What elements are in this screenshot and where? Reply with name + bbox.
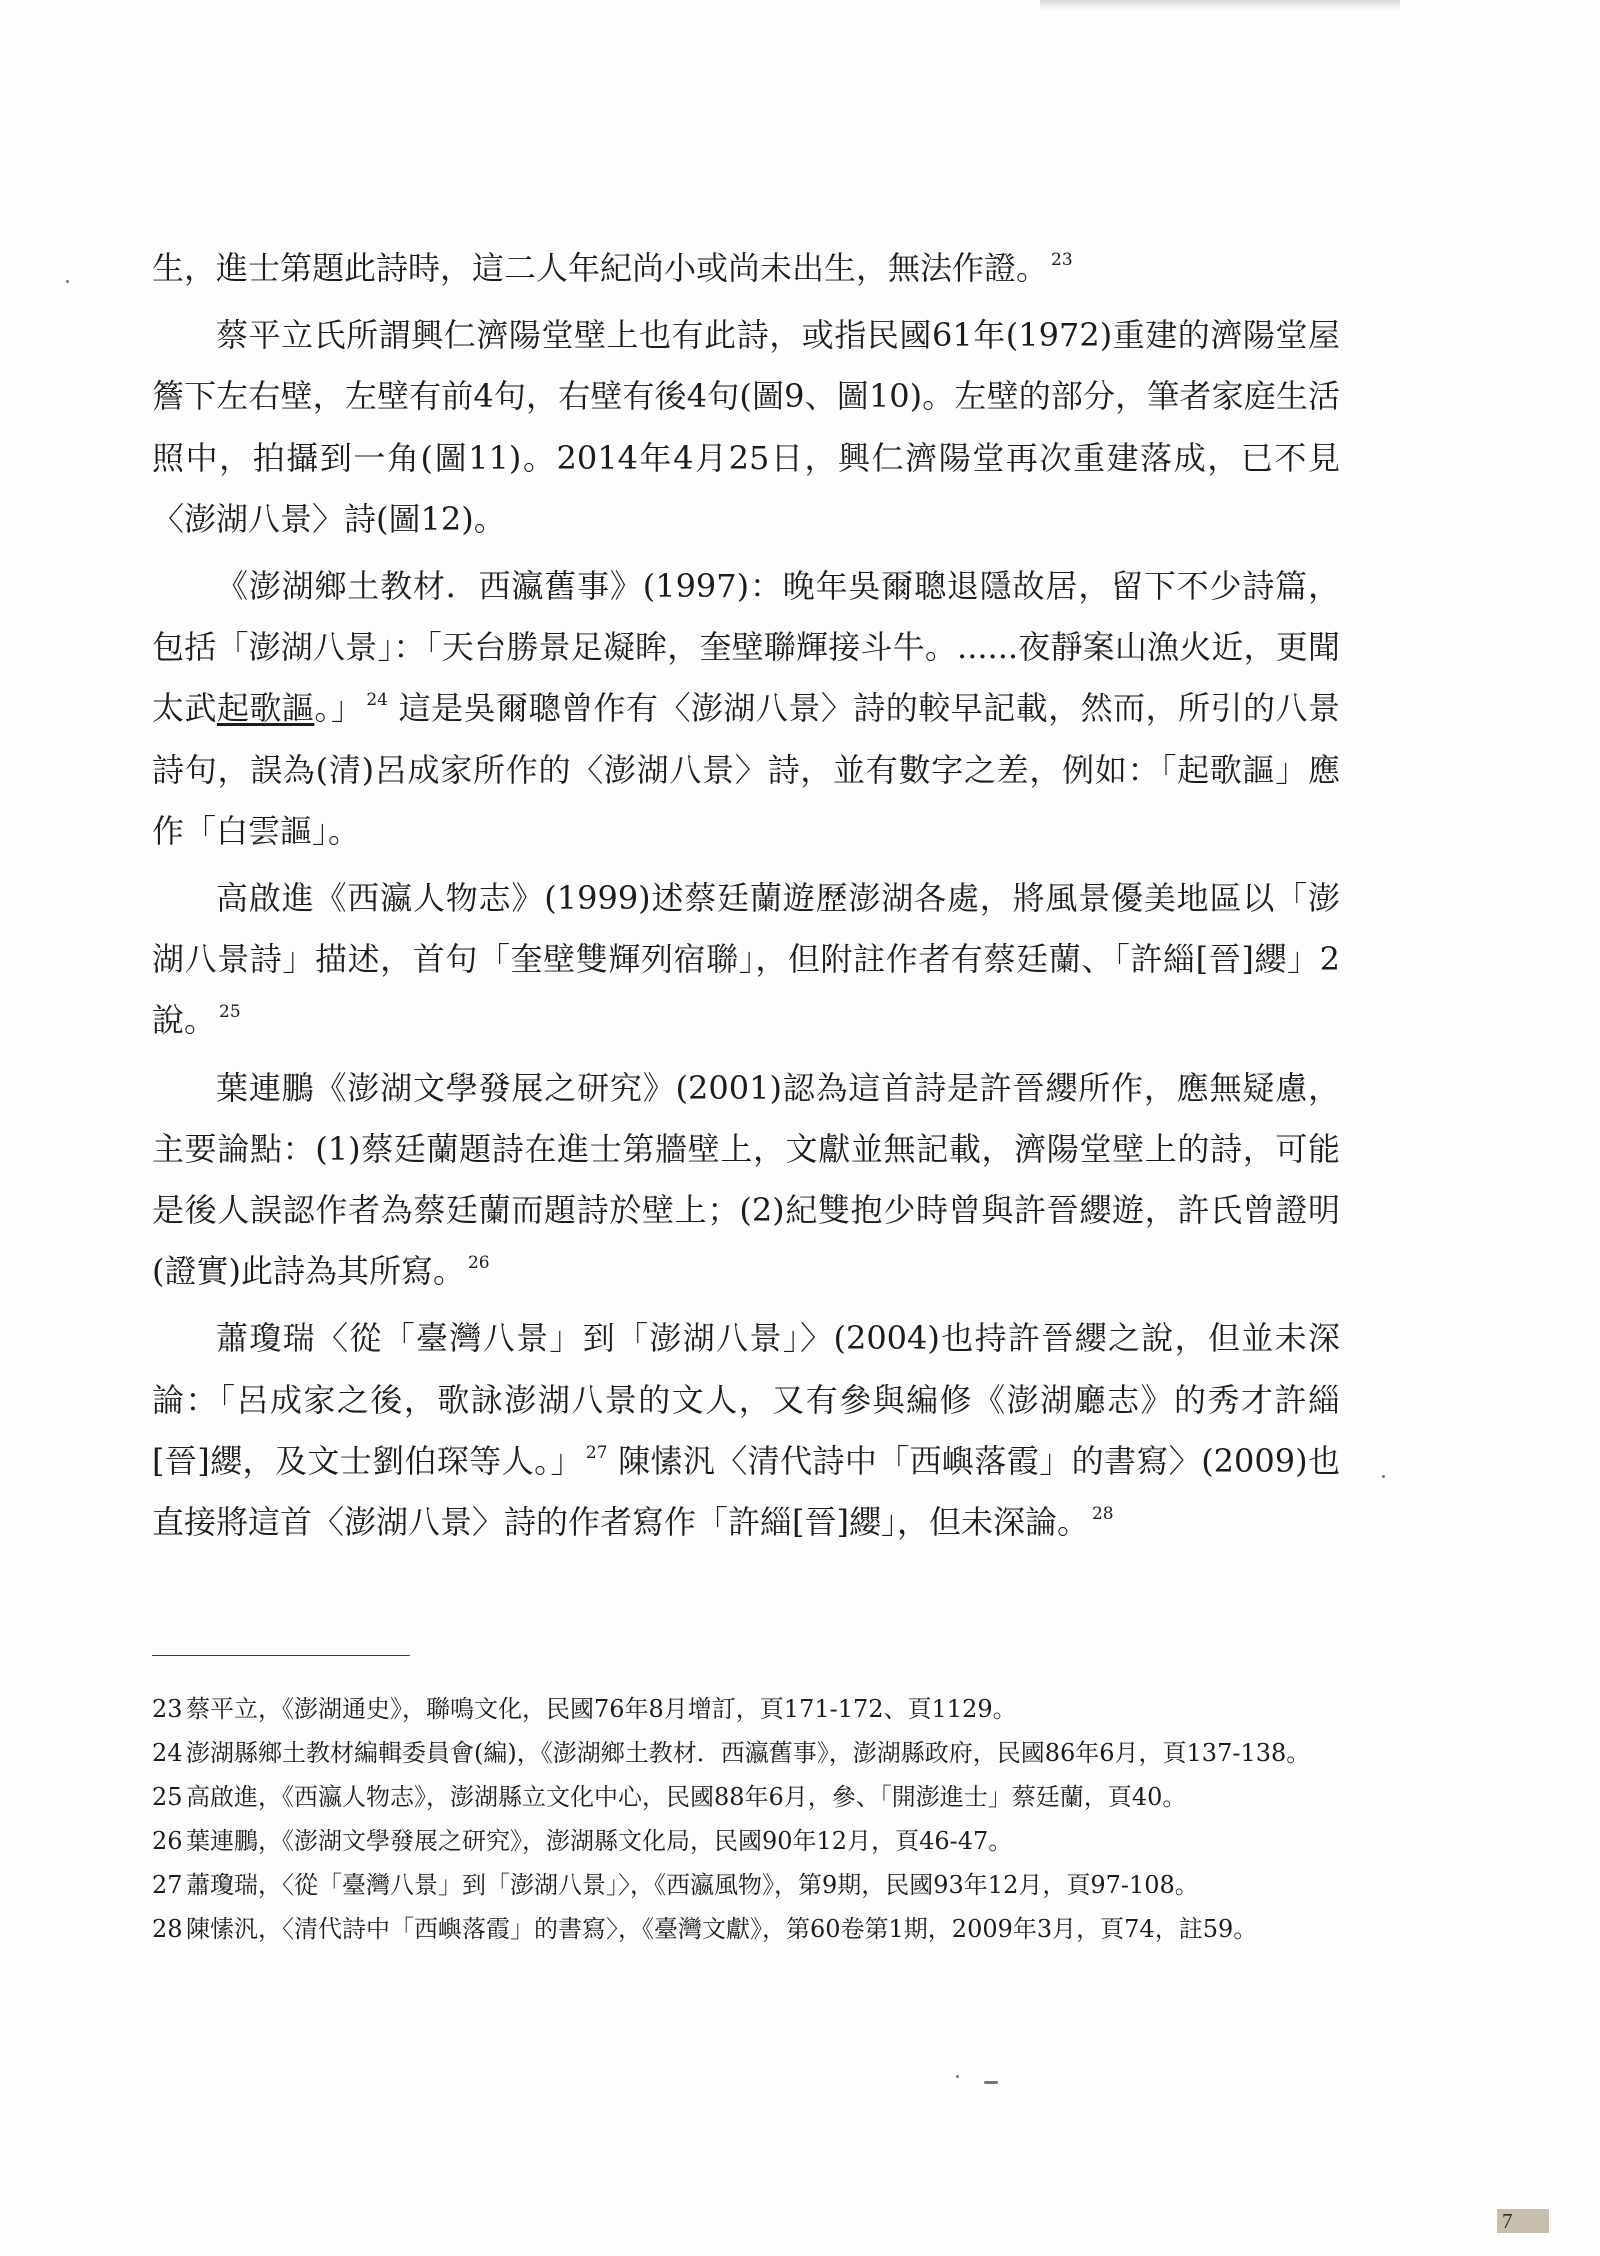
footnote-ref-23[interactable]: 23 [1051,250,1073,270]
footnote-item: 27 蕭瓊瑞，〈從「臺灣八景」到「澎湖八景」〉，《西瀛風物》，第9期，民國93年12月，頁97-108。 [152,1871,1199,1899]
paragraph-3: 《澎湖鄉土教材．西瀛舊事》(1997)：晚年吳爾聰退隱故居，留下不少詩篇，包括「澎湖八景」：「天台勝景足凝眸，奎壁聯輝接斗牛。......夜靜案山漁火近，更聞太武起歌謳。」 $^{24}$ 這是吳爾聰曾作有〈澎湖八景〉詩的較早記載，然而，所引的八景詩句，誤為(清)呂成家所作的〈澎湖八景〉詩，並有數字之差，例如：「起歌謳」應作「白雲謳」。 [152,567,1340,850]
scan-speck [66,280,69,283]
footnote-item: 24 澎湖縣鄉土教材編輯委員會(編)，《澎湖鄉土教材．西瀛舊事》，澎湖縣政府，民國86年6月，頁137-138。 [152,1739,1311,1767]
footnote-item: 25 高啟進，《西瀛人物志》，澎湖縣立文化中心，民國88年6月，參、「開澎進士」蔡廷蘭，頁40。 [152,1783,1187,1811]
scan-top-edge [1040,0,1400,10]
footnotes [152,1690,1340,1954]
paragraph-6: 蕭瓊瑞〈從「臺灣八景」到「澎湖八景」〉(2004)也持許晉纓之說，但並未深論：「呂成家之後，歌詠澎湖八景的文人，又有參與編修《澎湖廳志》的秀才許緇[晉]纓，及文士劉伯琛等人。」 $^{27}$ 陳愫汎〈清代詩中「西嶼落霞」的書寫〉(2009)也直接將這首〈澎湖八景〉詩的作者寫作「許緇[晉]纓」，但未深論。 $^{28}$ [152,1319,1340,1542]
footnote-item: 28 陳愫汎，〈清代詩中「西嶼落霞」的書寫〉，《臺灣文獻》，第60卷第1期，2009年3月，頁74，註59。 [152,1915,1258,1943]
body-text [152,238,1340,1559]
paragraph-5: 葉連鵬《澎湖文學發展之研究》(2001)認為這首詩是許晉纓所作，應無疑慮，主要論點：(1)蔡廷蘭題詩在進士第牆壁上，文獻並無記載，濟陽堂壁上的詩，可能是後人誤認作者為蔡廷蘭而題詩於壁上；(2)紀雙抱少時曾與許晉纓遊，許氏曾證明(證實)此詩為其所寫。 $^{26}$ [152,1068,1340,1291]
paragraph-4: 高啟進《西瀛人物志》(1999)述蔡廷蘭遊歷澎湖各處，將風景優美地區以「澎湖八景詩」描述，首句「奎壁雙輝列宿聯」，但附註作者有蔡廷蘭、「許緇[晉]纓」2說。 $^{25}$ [152,879,1340,1040]
paragraph-1: 生，進士第題此詩時，這二人年紀尚小或尚未出生，無法作證。 $^{23}$ [152,249,1073,287]
underlined-phrase: 起歌謳 [216,689,315,728]
paragraph-2: 蔡平立氏所謂興仁濟陽堂壁上也有此詩，或指民國61年(1972)重建的濟陽堂屋簷下左右壁，左壁有前4句，右壁有後4句(圖9、圖10)。左壁的部分，筆者家庭生活照中，拍攝到一角(圖11)。2014年4月25日，興仁濟陽堂再次重建落成，已不見〈澎湖八景〉詩(圖12)。 [152,316,1340,538]
footnote-divider [152,1655,410,1656]
footnote-ref-25[interactable]: 25 [219,1002,241,1023]
scan-speck [956,2075,959,2078]
footnote-ref-28[interactable]: 28 [1091,1504,1114,1525]
footnote-item: 26 葉連鵬，《澎湖文學發展之研究》，澎湖縣文化局，民國90年12月，頁46-47。 [152,1827,1013,1855]
footnote-item: 23 蔡平立，《澎湖通史》，聯鳴文化，民國76年8月增訂，頁171-172、頁1129。 [152,1695,1017,1723]
footnote-ref-26[interactable]: 26 [467,1253,490,1274]
footnote-ref-27[interactable]: 27 [585,1442,608,1463]
footnote-ref-24[interactable]: 24 [366,690,388,711]
scan-speck [984,2081,998,2084]
scan-speck [1382,1475,1385,1478]
page-number: 7 [1497,2209,1549,2233]
